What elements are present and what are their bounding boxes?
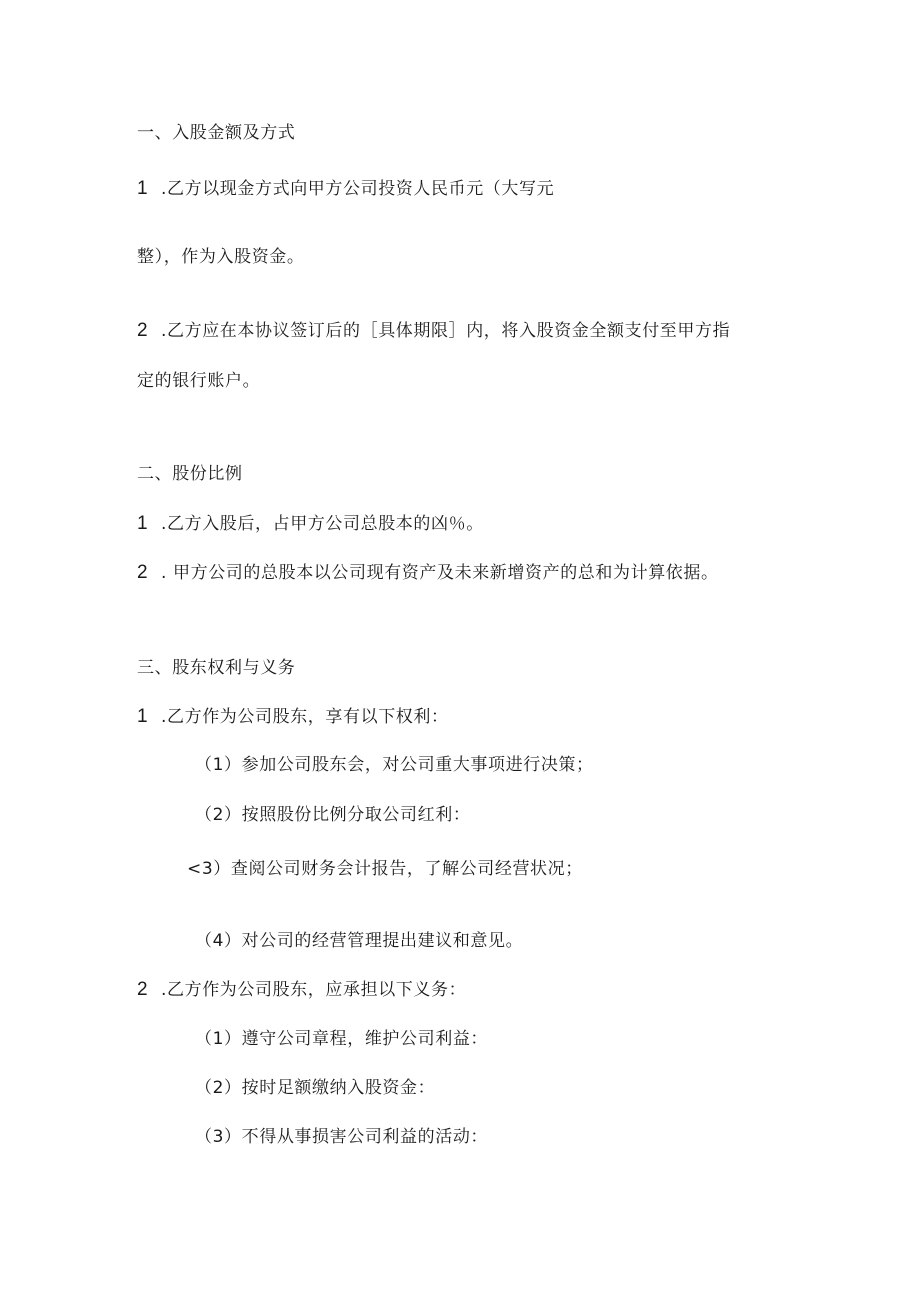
list-item	[137, 979, 466, 1001]
sub-item: （4）对公司的经营管理提出建议和意见。	[195, 931, 524, 951]
list-item	[137, 562, 719, 584]
item-continuation: 整），作为入股资金。	[137, 247, 305, 267]
section-heading-2: 二、股份比例	[137, 464, 243, 484]
list-item	[137, 320, 730, 342]
list-item	[137, 178, 554, 200]
sub-item: （1）遵守公司章程，维护公司利益：	[195, 1029, 489, 1049]
item-number: 2	[137, 320, 149, 341]
item-text: .乙方应在本协议签订后的［具体期限］内，将入股资金全额支付至甲方指	[161, 321, 731, 341]
section-heading-1: 一、入股金额及方式	[137, 123, 296, 143]
item-number: 2	[137, 979, 149, 1000]
list-item	[137, 513, 484, 535]
item-text: .乙方以现金方式向甲方公司投资人民币元（大写元	[161, 179, 555, 199]
item-text: . 甲方公司的总股本以公司现有资产及未来新增资产的总和为计算依据。	[161, 563, 719, 583]
item-number: 1	[137, 513, 149, 534]
item-text: .乙方作为公司股东，应承担以下义务：	[161, 980, 467, 1000]
item-text: .乙方入股后，占甲方公司总股本的凶％。	[161, 514, 484, 534]
sub-item: （2）按时足额缴纳入股资金：	[195, 1078, 436, 1098]
item-continuation: 定的银行账户。	[137, 371, 261, 391]
list-item	[137, 706, 449, 728]
sub-item: （3）不得从事损害公司利益的活动：	[195, 1127, 489, 1147]
item-number: 1	[137, 706, 149, 727]
sub-item: （2）按照股份比例分取公司红利：	[195, 805, 471, 825]
sub-item: （1）参加公司股东会，对公司重大事项进行决策；	[195, 755, 594, 775]
item-number: 1	[137, 178, 149, 199]
section-heading-3: 三、股东权利与义务	[137, 658, 296, 678]
item-number: 2	[137, 562, 149, 583]
sub-item: <3）查阅公司财务会计报告，了解公司经营状况；	[187, 859, 583, 879]
item-text: .乙方作为公司股东，享有以下权利：	[161, 707, 449, 727]
